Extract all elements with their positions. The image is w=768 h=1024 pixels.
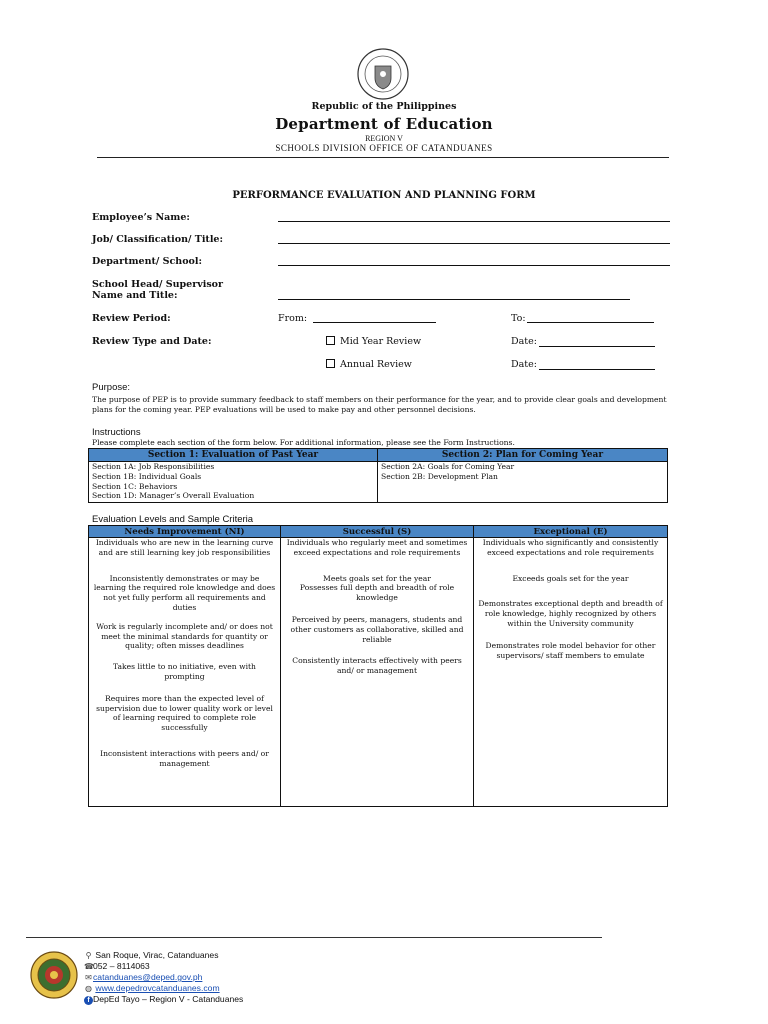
school-head-field[interactable] — [278, 299, 630, 300]
footer-facebook-text: DepEd Tayo – Region V - Catanduanes — [93, 994, 244, 1004]
review-type-label: Review Type and Date: — [92, 336, 212, 347]
e-criterion: Individuals who significantly and consistently exceed expectations and role requirements — [482, 538, 659, 557]
purpose-text: The purpose of PEP is to provide summary feedback to staff members on their performance for the year, and to provide clear goals and development plans for the coming year. PEP evaluations will be used to make pay and other personnel decisions. — [92, 395, 667, 414]
department-label: Department/ School: — [92, 256, 202, 267]
date-label-2: Date: — [511, 359, 537, 370]
evaluation-heading: Evaluation Levels and Sample Criteria — [92, 514, 254, 525]
email-link[interactable]: catanduanes@deped.gov.ph — [93, 972, 203, 982]
mail-icon: ✉ — [85, 973, 92, 982]
e-criterion: Exceeds goals set for the year — [512, 573, 629, 583]
e-criterion: Demonstrates role model behavior for other supervisors/ staff members to emulate — [485, 640, 656, 660]
footer-website — [84, 983, 220, 994]
ni-criterion: Individuals who are new in the learning curve and are still learning key job responsibilities — [95, 538, 274, 557]
website-link[interactable]: www.depedrovcatanduanes.com — [95, 983, 220, 993]
school-head-label-1: School Head/ Supervisor — [92, 279, 224, 290]
s-criterion: Consistently interacts effectively with peers and/ or management — [292, 656, 462, 676]
to-date-field[interactable] — [527, 322, 654, 323]
mid-year-date-field[interactable] — [539, 346, 655, 347]
section-1-item: Section 1A: Job Responsibilities — [92, 462, 215, 471]
ni-criterion: Inconsistently demonstrates or may be learning the required role knowledge and does not yet fully perform all requirements and duties — [93, 573, 276, 612]
from-label: From: — [278, 313, 308, 324]
section-2-item: Section 2A: Goals for Coming Year — [381, 462, 515, 471]
location-pin-icon: ⚲ — [85, 951, 92, 960]
purpose-heading: Purpose: — [92, 382, 131, 393]
department-name: Department of Education — [275, 115, 493, 133]
annual-checkbox[interactable] — [326, 359, 335, 368]
mid-year-checkbox[interactable] — [326, 336, 335, 345]
review-period-label: Review Period: — [92, 313, 171, 324]
phone-icon: ☎ — [84, 962, 94, 971]
department-field[interactable] — [278, 265, 670, 266]
region-line: REGION V — [365, 134, 403, 143]
s-criterion: Meets goals set for the year — [323, 573, 431, 583]
date-label-1: Date: — [511, 336, 537, 347]
section-1-item: Section 1C: Behaviors — [92, 481, 178, 491]
mid-year-option[interactable] — [326, 336, 421, 347]
form-title: PERFORMANCE EVALUATION AND PLANNING FORM — [232, 190, 536, 201]
ni-criterion: Requires more than the expected level of supervision due to lower quality work or level of learning required to complete role successfully — [96, 693, 273, 733]
s-header: Successful (S) — [281, 526, 474, 538]
s-criterion: Individuals who regularly meet and sometimes exceed expectations and role requirements — [286, 538, 468, 557]
division-line: SCHOOLS DIVISION OFFICE OF CATANDUANES — [275, 143, 493, 153]
e-header: Exceptional (E) — [474, 526, 668, 538]
footer-address-text: San Roque, Virac, Catanduanes — [95, 950, 219, 960]
footer-email — [84, 972, 202, 983]
section-2-item: Section 2B: Development Plan — [381, 471, 498, 481]
e-criterion: Demonstrates exceptional depth and breadth of role knowledge, highly recognized by others within the University community — [478, 599, 663, 628]
annual-label: Annual Review — [340, 359, 412, 370]
from-date-field[interactable] — [313, 322, 436, 323]
section-1-item: Section 1B: Individual Goals — [92, 471, 202, 481]
footer-divider — [26, 937, 602, 938]
ni-criterion: Work is regularly incomplete and/ or does not meet the minimal standards for quantity or quality; often misses deadlines — [96, 621, 273, 651]
section-2-header: Section 2: Plan for Coming Year — [378, 449, 668, 462]
footer-phone-text: 052 – 8114063 — [93, 961, 150, 971]
employee-name-field[interactable] — [278, 221, 670, 222]
school-head-label-2: Name and Title: — [92, 290, 178, 301]
evaluation-table — [88, 525, 668, 807]
globe-icon: ◍ — [85, 984, 92, 993]
ni-criterion: Inconsistent interactions with peers and/ or management — [100, 748, 269, 768]
ni-criterion: Takes little to no initiative, even with prompting — [113, 662, 256, 681]
annual-date-field[interactable] — [539, 369, 655, 370]
republic-line: Republic of the Philippines — [311, 101, 457, 112]
ni-header: Needs Improvement (NI) — [89, 526, 281, 538]
job-title-field[interactable] — [278, 243, 670, 244]
instructions-text: Please complete each section of the form below. For additional information, please see the Form Instructions. — [92, 438, 515, 447]
annual-option[interactable] — [326, 359, 412, 370]
header-divider — [97, 157, 669, 158]
job-title-label: Job/ Classification/ Title: — [92, 234, 223, 245]
to-label: To: — [511, 313, 526, 324]
footer-phone — [84, 961, 150, 972]
sections-table — [88, 448, 668, 503]
s-criterion: Perceived by peers, managers, students and other customers as collaborative, skilled and reliable — [290, 614, 464, 644]
footer-facebook — [84, 994, 243, 1005]
section-1-item: Section 1D: Manager’s Overall Evaluation — [92, 491, 255, 501]
s-criterion: Possesses full depth and breadth of role knowledge — [299, 583, 455, 603]
mid-year-label: Mid Year Review — [340, 336, 422, 347]
footer-address — [84, 950, 219, 961]
section-1-header: Section 1: Evaluation of Past Year — [89, 449, 378, 462]
deped-seal-logo — [357, 48, 409, 100]
instructions-heading: Instructions — [92, 427, 141, 438]
employee-name-label: Employee’s Name: — [92, 212, 190, 223]
division-seal-logo — [30, 951, 78, 999]
facebook-icon: f — [84, 996, 93, 1005]
